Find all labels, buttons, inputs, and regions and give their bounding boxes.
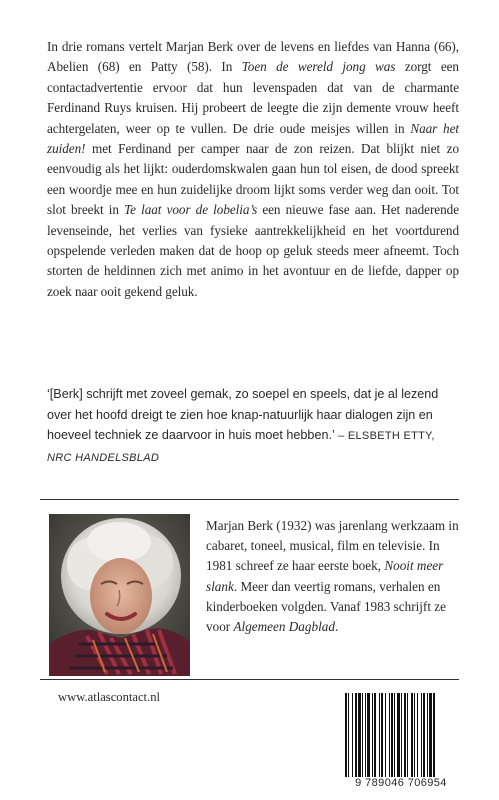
blurb-text-part: In drie romans vertelt Marjan Berk over de levens en liefdes van Hanna (66), Abelien (68) en Patty (58). In xyxy=(47,39,459,75)
barcode-bar xyxy=(362,693,363,777)
bio-book-title: Nooit meer slank xyxy=(206,558,444,594)
barcode-bar xyxy=(385,693,386,777)
barcode-bar xyxy=(417,693,418,777)
quote-author: – ELSBETH ETTY, xyxy=(334,430,435,443)
blurb-text xyxy=(47,37,459,302)
barcode-bar xyxy=(345,693,347,777)
barcode-bar xyxy=(365,693,366,777)
barcode-bar xyxy=(379,693,380,777)
barcode-bar xyxy=(401,693,402,777)
bio-newspaper: Algemeen Dagblad xyxy=(233,619,335,635)
barcode-bar xyxy=(411,693,413,777)
barcode-bar xyxy=(389,693,390,777)
author-bio xyxy=(206,516,462,637)
blurb-text-part: met Ferdinand per camper naar de zon reizen. Dat blijkt niet zo eenvoudig als het lijkt: ouderdomskwalen gaan hun tol eisen, de dood spreekt een woordje mee en hun zuidelijke droom lijkt soms verder weg dan ooit. Tot slot breekt in xyxy=(47,141,459,218)
barcode-bar xyxy=(404,693,406,777)
bio-text-part: Marjan Berk (1932) was jarenlang werkzaam in cabaret, toneel, musical, film en televisie. In 1981 schreef ze haar eerste boek, xyxy=(206,518,459,574)
divider-top xyxy=(40,499,459,500)
barcode-bar xyxy=(433,693,435,777)
author-photo xyxy=(49,514,190,676)
barcode-bar xyxy=(429,693,432,777)
barcode-bar xyxy=(374,693,376,777)
barcode-bar xyxy=(355,693,357,777)
publisher-url[interactable]: www.atlascontact.nl xyxy=(58,690,160,704)
barcode-bar xyxy=(394,693,395,777)
review-quote xyxy=(47,384,459,468)
barcode-bar xyxy=(423,693,425,777)
barcode-bar xyxy=(427,693,428,777)
barcode-bar xyxy=(381,693,383,777)
barcode-bar xyxy=(391,693,393,777)
barcode-bar xyxy=(407,693,408,777)
book-title-1: Toen de wereld jong was xyxy=(241,59,396,75)
quote-source: NRC HANDELSBLAD xyxy=(47,451,160,464)
barcode-bar xyxy=(358,693,361,777)
book-title-3: Te laat voor de lobelia’s xyxy=(124,202,258,218)
bio-text-part: . xyxy=(334,619,339,635)
barcode-bar xyxy=(397,693,400,777)
book-title-2: Naar het zuiden! xyxy=(47,120,460,157)
blurb-text-part: zorgt een contactadvertentie ervoor dat hun levenspaden dat van de charmante Ferdinand Ruys kruisen. Hij probeert de leegte die zijn demente vrouw heeft achtergelaten, weer op te vullen. De drie oude meisjes willen in xyxy=(47,59,459,136)
barcode-bar xyxy=(421,693,422,777)
barcode-bar xyxy=(372,693,373,777)
blurb-text-part: een nieuwe fase aan. Het naderende levenseinde, het verlies van fysieke aantrekkelijkheid en het voortdurend opspelende verleden maken dat de hoop op geluk steeds meer afneemt. Toch storten de heldinnen zich met animo in het avontuur en de liefde, dapper op zoek naar ooit gekend geluk. xyxy=(47,202,459,299)
barcode-bar xyxy=(352,693,353,777)
quote-text: ‘[Berk] schrijft met zoveel gemak, zo soepel en speels, dat je al lezend over het hoofd dreigt te zien hoe knap-natuurlijk haar dialogen zijn en hoeveel techniek ze daarvoor in huis moet hebben.’ xyxy=(47,387,439,443)
barcode-bar xyxy=(414,693,415,777)
barcode-bar xyxy=(367,693,370,777)
bio-text-part: . Meer dan veertig romans, verhalen en kinderboeken volgden. Vanaf 1983 schrijft ze voor xyxy=(206,578,446,635)
divider-bottom xyxy=(40,679,459,680)
isbn-digits: 9 789046 706954 xyxy=(341,777,461,789)
barcode-bar xyxy=(348,693,349,777)
